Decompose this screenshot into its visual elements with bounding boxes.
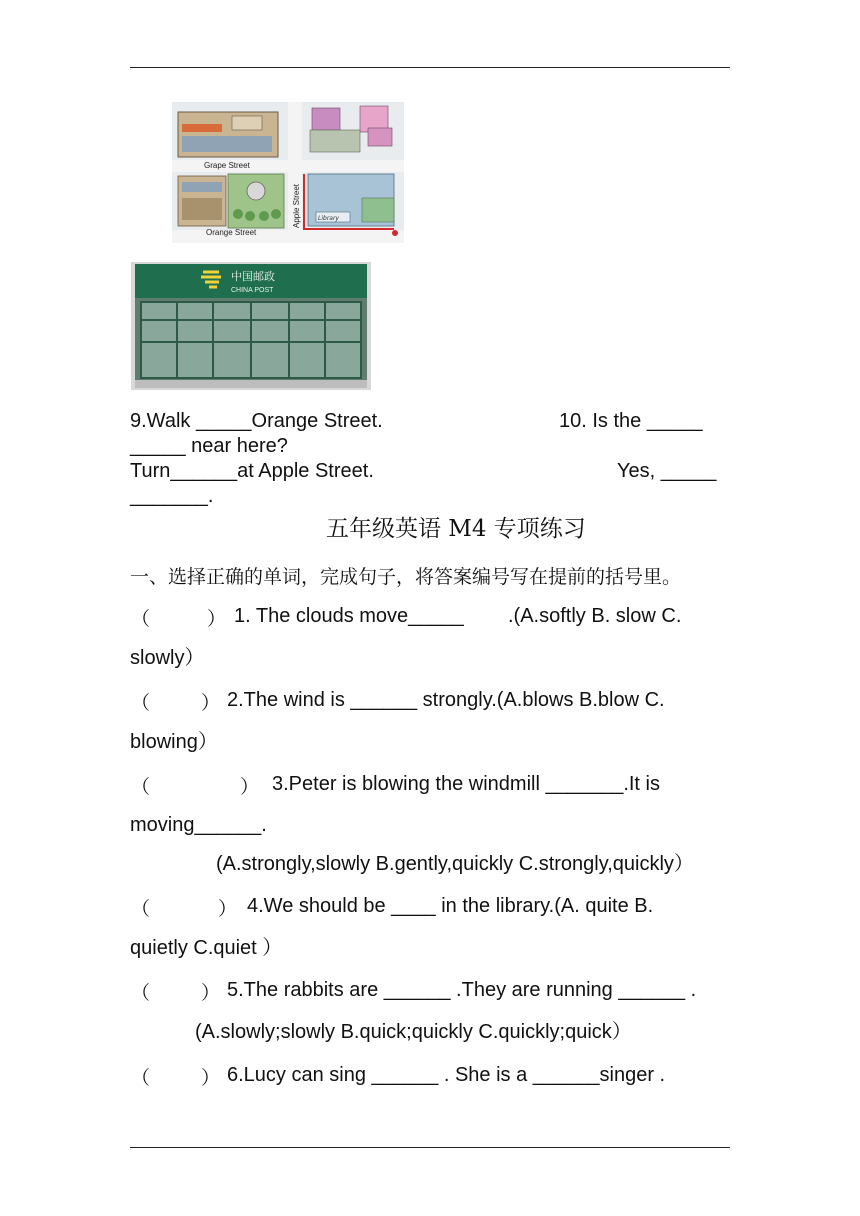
q4-text: 4.We should be ____ in the library.(A. quite B.	[247, 895, 654, 917]
map-grape-street-label: Grape Street	[204, 161, 250, 170]
q2-text: 2.The wind is ______ strongly.(A.blows B.blow C.	[227, 689, 665, 711]
q2-wrap: blowing）	[130, 731, 218, 753]
answer-paren-close: ）	[240, 777, 260, 798]
q4-wrap: quietly C.quiet ）	[130, 937, 283, 959]
answer-paren-open: （	[131, 777, 151, 798]
q9-line3: Turn______at Apple Street.	[130, 460, 374, 482]
street-map-image	[172, 102, 404, 243]
post-sign-english: CHINA POST	[231, 287, 274, 294]
map-library-label: Library	[318, 215, 339, 222]
answer-paren-close: ）	[207, 609, 227, 630]
china-post-photo	[131, 262, 371, 390]
answer-paren-close: ）	[218, 899, 238, 920]
q6-text: 6.Lucy can sing ______ . She is a ______singer .	[227, 1064, 666, 1086]
q10-line3: Yes, _____	[617, 460, 717, 482]
map-orange-street-label: Orange Street	[206, 228, 257, 237]
map-apple-street-label: Apple Street	[292, 183, 301, 228]
answer-paren-close: ）	[201, 983, 221, 1004]
instruction-text: 一、选择正确的单词，完成句子，将答案编号写在提前的括号里。	[130, 566, 682, 588]
post-sign-chinese: 中国邮政	[231, 270, 275, 283]
q9-line2: _____ near here?	[130, 435, 288, 457]
answer-paren-open: （	[131, 693, 151, 714]
q1-text: 1. The clouds move_____	[234, 605, 464, 627]
answer-paren-open: （	[131, 983, 151, 1004]
bottom-rule	[130, 1147, 730, 1148]
q3-wrap: moving______.	[130, 814, 267, 836]
answer-paren-open: （	[131, 1068, 151, 1089]
answer-paren-close: ）	[201, 693, 221, 714]
top-rule	[130, 67, 730, 68]
q3-text: 3.Peter is blowing the windmill _______.It is	[272, 773, 660, 795]
answer-paren-open: （	[131, 899, 151, 920]
q1-options: .(A.softly B. slow C.	[508, 605, 682, 627]
q9-line1: 9.Walk _____Orange Street.	[130, 410, 383, 432]
q9-line4: _______.	[130, 485, 214, 507]
q3-options: (A.strongly,slowly B.gently,quickly C.strongly,quickly）	[216, 853, 694, 875]
section-title: 五年级英语 M4 专项练习	[326, 516, 586, 542]
answer-paren-open: （	[131, 609, 151, 630]
q5-text: 5.The rabbits are ______ .They are running ______ .	[227, 979, 697, 1001]
q5-options: (A.slowly;slowly B.quick;quickly C.quickly;quick）	[195, 1021, 632, 1043]
q1-wrap: slowly）	[130, 647, 205, 669]
q10-line1: 10. Is the _____	[559, 410, 703, 432]
answer-paren-close: ）	[201, 1068, 221, 1089]
